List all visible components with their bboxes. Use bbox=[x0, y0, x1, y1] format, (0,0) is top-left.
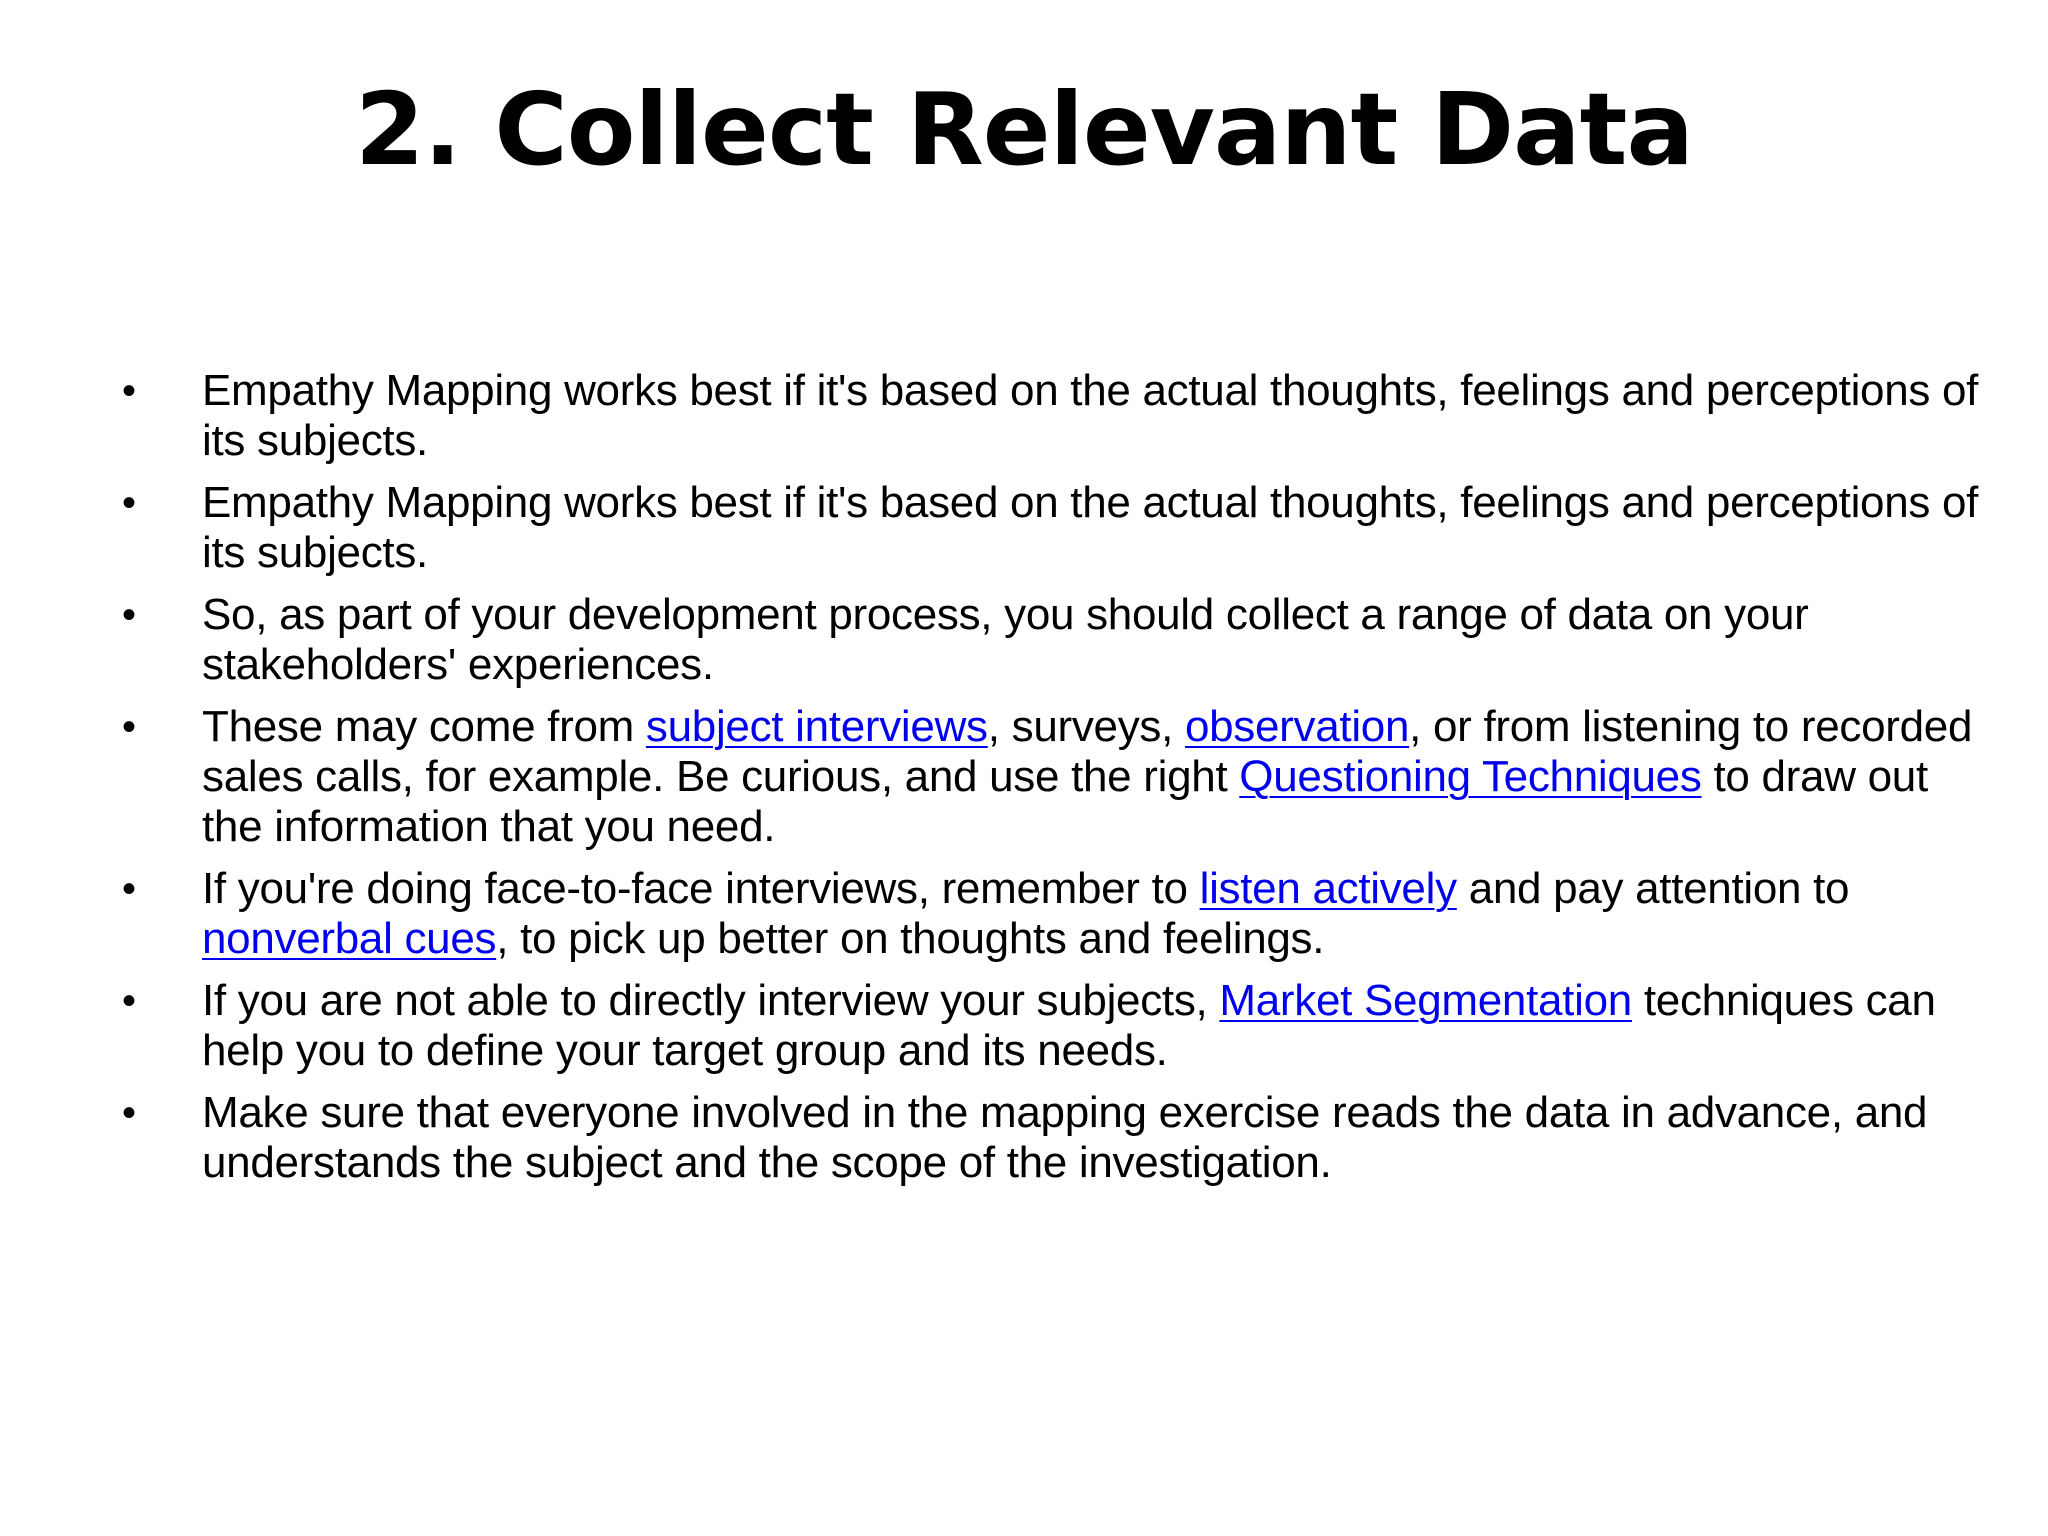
text-segment: , or from listening to recorded sales calls, for example. Be curious, and use the right bbox=[202, 702, 1973, 801]
link-observation[interactable]: observation bbox=[1184, 702, 1410, 751]
text-segment: Empathy Mapping works best if it's based on the actual thoughts, feelings and perceptions of its subjects. bbox=[202, 366, 1979, 465]
list-item bbox=[118, 702, 1988, 852]
bullet-icon: • bbox=[122, 1091, 136, 1135]
bullet-icon: • bbox=[122, 979, 136, 1023]
link-questioning-techniques[interactable]: Questioning Techniques bbox=[1239, 752, 1702, 801]
link-market-segmentation[interactable]: Market Segmentation bbox=[1219, 976, 1632, 1025]
list-item bbox=[118, 590, 1988, 690]
text-segment: These may come from bbox=[202, 702, 646, 751]
link-subject-interviews[interactable]: subject interviews bbox=[645, 702, 988, 751]
bullet-text bbox=[202, 590, 1809, 689]
list-item bbox=[118, 478, 1988, 578]
bullet-text bbox=[202, 478, 1978, 577]
bullet-text bbox=[202, 1088, 1927, 1187]
text-segment: , surveys, bbox=[987, 702, 1185, 751]
bullet-icon: • bbox=[122, 705, 136, 749]
bullet-icon: • bbox=[122, 593, 136, 637]
text-segment: techniques can help you to define your target group and its needs. bbox=[202, 976, 1936, 1075]
text-segment: If you are not able to directly interview your subjects, bbox=[202, 976, 1220, 1025]
bullet-text bbox=[202, 702, 1972, 851]
bullet-list bbox=[118, 366, 1988, 1200]
text-segment: and pay attention to bbox=[1456, 864, 1850, 913]
list-item bbox=[118, 366, 1988, 466]
link-nonverbal-cues[interactable]: nonverbal cues bbox=[202, 914, 497, 963]
bullet-icon: • bbox=[122, 481, 136, 525]
bullet-icon: • bbox=[122, 867, 136, 911]
bullet-text bbox=[202, 976, 1936, 1075]
text-segment: , to pick up better on thoughts and feelings. bbox=[496, 914, 1325, 963]
list-item bbox=[118, 1088, 1988, 1188]
text-segment: So, as part of your development process, you should collect a range of data on your stakeholders' experiences. bbox=[202, 590, 1809, 689]
text-segment: Empathy Mapping works best if it's based on the actual thoughts, feelings and perceptions of its subjects. bbox=[202, 478, 1979, 577]
list-item bbox=[118, 976, 1988, 1076]
text-segment: If you're doing face-to-face interviews, remember to bbox=[202, 864, 1200, 913]
bullet-text bbox=[202, 366, 1978, 465]
bullet-text bbox=[202, 864, 1849, 963]
text-segment: to draw out the information that you need. bbox=[202, 752, 1928, 851]
bullet-icon: • bbox=[122, 369, 136, 413]
page-title: 2. Collect Relevant Data bbox=[355, 71, 1693, 188]
list-item bbox=[118, 864, 1988, 964]
link-listen-actively[interactable]: listen actively bbox=[1199, 864, 1457, 913]
text-segment: Make sure that everyone involved in the mapping exercise reads the data in advance, and understands the subject and the scope of the investigation. bbox=[202, 1088, 1928, 1187]
